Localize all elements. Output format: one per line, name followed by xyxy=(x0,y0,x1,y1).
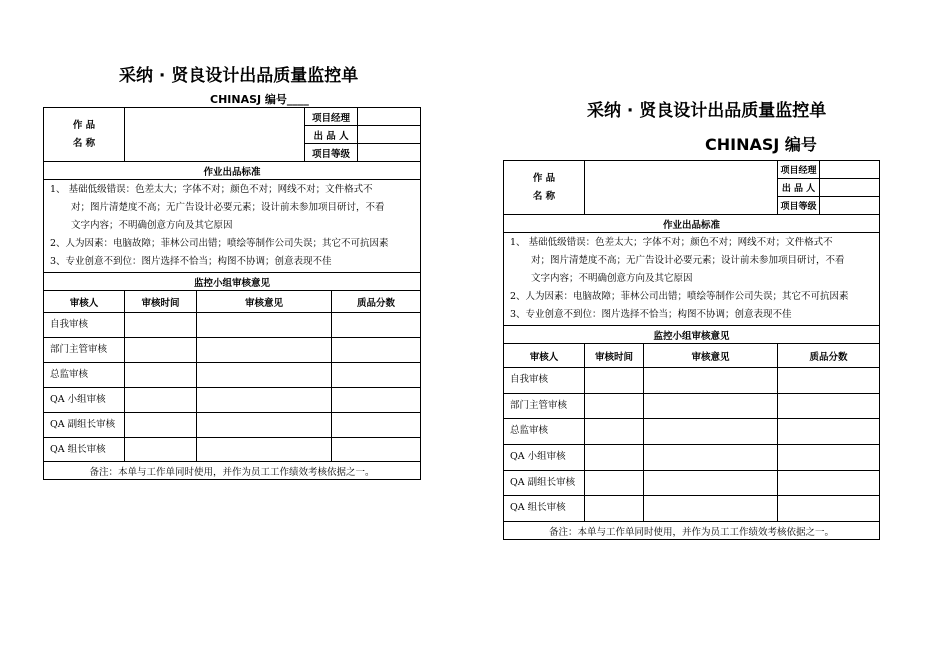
project-manager-field[interactable] xyxy=(820,161,880,179)
footnote: 备注：本单与工作单同时使用，并作为员工工作绩效考核依据之一。 xyxy=(44,462,421,480)
project-level-label: 项目等级 xyxy=(305,144,358,162)
reviewer-name: QA 组长审核 xyxy=(504,496,585,522)
reviewer-name: QA 小组审核 xyxy=(504,445,585,471)
chinasj-number: CHINASJ 编号____ xyxy=(210,93,309,106)
quality-table xyxy=(43,107,421,480)
reviewer-name: QA 副组长审核 xyxy=(504,471,585,496)
table-row xyxy=(44,363,421,388)
work-name-field[interactable] xyxy=(585,161,778,215)
form-title: 采纳 · 贤良设计出品质量监控单 xyxy=(587,101,827,121)
col-review-time: 审核时间 xyxy=(585,344,644,368)
project-level-label: 项目等级 xyxy=(778,197,820,215)
reviewer-name: QA 小组审核 xyxy=(44,388,125,413)
producer-label: 出 品 人 xyxy=(305,126,358,144)
producer-label: 出 品 人 xyxy=(778,179,820,197)
project-level-field[interactable] xyxy=(358,144,421,162)
standards-header: 作业出品标准 xyxy=(504,215,880,233)
work-name-label: 作 品 名 称 xyxy=(504,161,585,215)
reviewer-name: 自我审核 xyxy=(44,313,125,338)
reviewer-name: 总监审核 xyxy=(44,363,125,388)
quality-table xyxy=(503,160,880,540)
work-name-label: 作 品 名 称 xyxy=(44,108,125,162)
form-title: 采纳 · 贤良设计出品质量监控单 xyxy=(119,66,359,86)
reviewer-name: 自我审核 xyxy=(504,368,585,394)
project-level-field[interactable] xyxy=(820,197,880,215)
col-score: 质品分数 xyxy=(332,291,421,313)
table-row xyxy=(44,313,421,338)
review-header: 监控小组审核意见 xyxy=(44,273,421,291)
reviewer-name: 部门主管审核 xyxy=(44,338,125,363)
table-row xyxy=(44,438,421,462)
standards-list: 1、 基础低级错误：色差太大；字体不对；颜色不对；网线不对；文件格式不 对；图片清楚度不高；无广告设计必要元素；设计前未参加项目研讨，不看 文字内容；不明确创意方向及其它原因 2、人为因素：电脑故障；菲林公司出错；喷绘等制作公司失误；其它不可抗因素 3、专业创意不到位：图片选择不恰当；构图不协调；创意表现不佳 xyxy=(504,233,880,326)
project-manager-label: 项目经理 xyxy=(305,108,358,126)
review-header: 监控小组审核意见 xyxy=(504,326,880,344)
standards-header: 作业出品标准 xyxy=(44,162,421,180)
table-row xyxy=(504,419,880,445)
table-row xyxy=(504,368,880,394)
col-review-opinion: 审核意见 xyxy=(197,291,332,313)
col-review-time: 审核时间 xyxy=(125,291,197,313)
table-row xyxy=(504,445,880,471)
project-manager-label: 项目经理 xyxy=(778,161,820,179)
table-row xyxy=(504,496,880,522)
chinasj-number: CHINASJ 编号 xyxy=(705,135,817,154)
col-review-opinion: 审核意见 xyxy=(644,344,778,368)
table-row xyxy=(44,338,421,363)
project-manager-field[interactable] xyxy=(358,108,421,126)
table-row xyxy=(504,394,880,419)
producer-field[interactable] xyxy=(358,126,421,144)
standards-list: 1、 基础低级错误：色差太大；字体不对；颜色不对；网线不对；文件格式不 对；图片清楚度不高；无广告设计必要元素；设计前未参加项目研讨，不看 文字内容；不明确创意方向及其它原因 2、人为因素：电脑故障；菲林公司出错；喷绘等制作公司失误；其它不可抗因素 3、专业创意不到位：图片选择不恰当；构图不协调；创意表现不佳 xyxy=(44,180,421,273)
work-name-field[interactable] xyxy=(125,108,305,162)
col-reviewer: 审核人 xyxy=(44,291,125,313)
table-row xyxy=(504,471,880,496)
footnote: 备注：本单与工作单同时使用，并作为员工工作绩效考核依据之一。 xyxy=(504,522,880,540)
reviewer-name: QA 组长审核 xyxy=(44,438,125,462)
table-row xyxy=(44,413,421,438)
table-row xyxy=(44,388,421,413)
reviewer-name: 部门主管审核 xyxy=(504,394,585,419)
col-reviewer: 审核人 xyxy=(504,344,585,368)
col-score: 质品分数 xyxy=(778,344,880,368)
reviewer-name: QA 副组长审核 xyxy=(44,413,125,438)
producer-field[interactable] xyxy=(820,179,880,197)
reviewer-name: 总监审核 xyxy=(504,419,585,445)
